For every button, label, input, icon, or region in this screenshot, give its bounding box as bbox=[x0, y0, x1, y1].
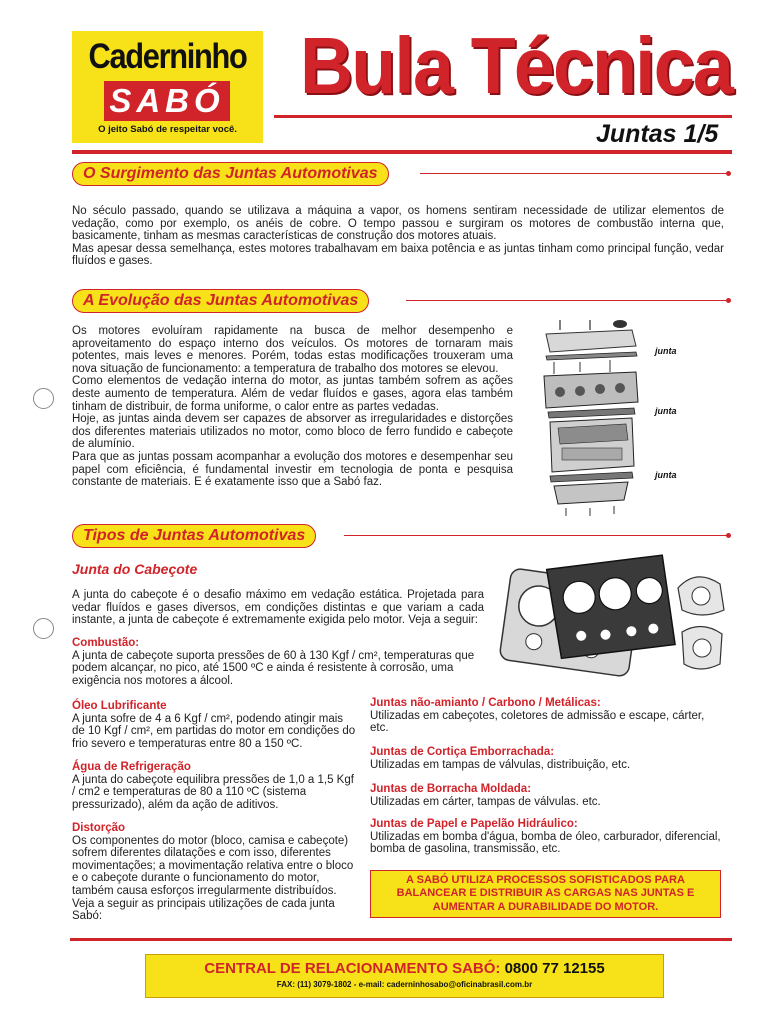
paragraph: Para que as juntas possam acompanhar a evolução dos motores e desempenhar seu papel com eficiência, é fundamental investir em tecnologia de ponta e pesquisa constante de materiais. E é exatamente isso que a Sabó faz. bbox=[72, 450, 513, 489]
section-evolucao-text bbox=[72, 325, 513, 489]
gasket-type-borracha bbox=[370, 783, 722, 808]
section-rule bbox=[344, 535, 727, 536]
callout-box bbox=[370, 870, 721, 918]
callout-text: A SABÓ UTILIZA PROCESSOS SOFISTICADOS PARA BALANCEAR E DISTRIBUIR AS CARGAS NAS JUNTAS E AUMENTAR A DURABILIDADE DO MOTOR. bbox=[396, 873, 695, 913]
section-rule-dot bbox=[726, 533, 731, 538]
footer-phone: 0800 77 12155 bbox=[504, 960, 605, 977]
gasket-type-heading: Juntas de Papel e Papelão Hidráulico: bbox=[370, 818, 578, 830]
gasket-label: junta bbox=[655, 346, 677, 356]
gasket-type-text: Utilizadas em bomba d'água, bomba de óleo, carburador, diferencial, bomba de gasolina, transmissão, etc. bbox=[370, 830, 721, 856]
footer-contact-box bbox=[145, 954, 664, 998]
gasket-type-text: Utilizadas em cabeçotes, coletores de admissão e escape, cárter, etc. bbox=[370, 709, 705, 735]
binder-hole bbox=[33, 388, 54, 409]
subsection-distorcao bbox=[72, 822, 358, 923]
gasket-type-heading: Juntas de Cortiça Emborrachada: bbox=[370, 746, 555, 758]
binder-hole bbox=[33, 618, 54, 639]
subsection-combustao bbox=[72, 637, 480, 687]
footer-label: CENTRAL DE RELACIONAMENTO SABÓ: bbox=[204, 960, 501, 977]
section-surgimento-text bbox=[72, 205, 724, 268]
subsection-agua bbox=[72, 761, 358, 811]
title-divider bbox=[274, 115, 732, 118]
page-title: Bula Técnica bbox=[300, 21, 732, 110]
footer-divider bbox=[70, 938, 732, 941]
paragraph: Mas apesar dessa semelhança, estes motores trabalhavam em baixa potência e as juntas tinham como principal função, vedar fluídos e gases. bbox=[72, 242, 724, 268]
section-rule bbox=[420, 173, 727, 174]
subsection-heading: Distorção bbox=[72, 822, 126, 834]
engine-exploded-illustration bbox=[540, 316, 655, 522]
footer-line bbox=[146, 960, 663, 977]
gasket-type-nao-amianto bbox=[370, 697, 722, 735]
subsection-oleo bbox=[72, 700, 358, 750]
gasket-type-cortica bbox=[370, 746, 722, 771]
gaskets-illustration bbox=[496, 548, 732, 696]
section-heading-tipos: Tipos de Juntas Automotivas bbox=[72, 524, 316, 548]
subsection-text: A junta sofre de 4 a 6 Kgf / cm², podendo atingir mais de 10 Kgf / cm², em partidas do motor em condições do frio severo e temperaturas entre 80 a 150 ºC. bbox=[72, 712, 356, 750]
subsection-text: A junta de cabeçote suporta pressões de 60 à 130 Kgf / cm², temperaturas que podem alcançar, no pico, até 1500 ºC e ainda é resistente à corrosão, uma exigência nos motores a álcool. bbox=[72, 649, 475, 687]
section-rule-dot bbox=[726, 171, 731, 176]
footer-contact: FAX: (11) 3079-1802 - e-mail: caderninhosabo@oficinabrasil.com.br bbox=[276, 980, 533, 989]
section-rule bbox=[406, 300, 727, 301]
logo-tagline: O jeito Sabó de respeitar você. bbox=[98, 124, 237, 135]
page-subtitle: Juntas 1/5 bbox=[596, 120, 719, 148]
intro-text bbox=[72, 589, 484, 627]
paragraph: No século passado, quando se utilizava a máquina a vapor, os homens sentiram necessidade de utilizar elementos de vedação, como por exemplo, os anéis de cobre. O tempo passou e surgiram os motores de combustão interna que, basicamente, tinham as mesmas características de construção dos motores atuais. bbox=[72, 205, 724, 243]
logo-line1: Caderninho bbox=[88, 37, 247, 76]
subsection-heading: Combustão: bbox=[72, 637, 140, 649]
subsection-text: Os componentes do motor (bloco, camisa e cabeçote) sofrem diferentes dilatações e com isso, diferentes movimentações; a movimentação relativa entre o bloco e o cabeçote durante o funcionamento do motor, também causa esforços irregularmente distribuídos. Veja a seguir as principais utilizações de cada junta Sabó: bbox=[72, 834, 354, 923]
gasket-type-text: Utilizadas em cárter, tampas de válvulas. etc. bbox=[370, 795, 601, 808]
subsection-title: Junta do Cabeçote bbox=[72, 561, 198, 577]
paragraph: Os motores evoluíram rapidamente na busca de melhor desempenho e aproveitamento do espaço interno dos veículos. Os motores de tornaram mais potentes, mais leves e menores. Porém, todas estas modificações trouxeram uma nova situação de funcionamento: a temperatura de trabalho dos motores se elevou. bbox=[72, 325, 513, 375]
subsection-heading: Água de Refrigeração bbox=[72, 761, 191, 773]
gasket-label: junta bbox=[655, 406, 677, 416]
section-rule-dot bbox=[726, 298, 731, 303]
gasket-type-papel bbox=[370, 818, 722, 856]
gasket-type-heading: Juntas não-amianto / Carbono / Metálicas: bbox=[370, 697, 601, 709]
section-heading-surgimento: O Surgimento das Juntas Automotivas bbox=[72, 162, 389, 186]
paragraph: A junta do cabeçote é o desafio máximo em vedação estática. Projetada para vedar fluídos e gases diversos, em condições distintas e que variam a cada instante, a junta de cabeçote é extremamente exigida pelo motor. Veja a seguir: bbox=[72, 589, 484, 627]
section-heading-evolucao: A Evolução das Juntas Automotivas bbox=[72, 289, 369, 313]
gasket-label: junta bbox=[655, 470, 677, 480]
paragraph: Hoje, as juntas ainda devem ser capazes de absorver as irregularidades e distorções dos diferentes materiais utilizados no motor, como bloco de ferro fundido e cabeçote de alumínio. bbox=[72, 413, 513, 451]
logo-line2: SABÓ bbox=[104, 81, 230, 121]
gasket-type-text: Utilizadas em tampas de válvulas, distribuição, etc. bbox=[370, 758, 631, 771]
header-divider bbox=[72, 150, 732, 154]
caderninho-sabo-logo bbox=[72, 31, 263, 143]
gasket-type-heading: Juntas de Borracha Moldada: bbox=[370, 783, 532, 795]
paragraph: Como elementos de vedação interna do motor, as juntas também sofrem as ações deste aumento de temperatura. Além de vedar fluídos e gases, agora elas também tinham de distribuir, de forma uniforme, o calor entre as partes vedadas. bbox=[72, 375, 513, 413]
subsection-heading: Óleo Lubrificante bbox=[72, 700, 167, 712]
subsection-text: A junta do cabeçote equilibra pressões de 1,0 a 1,5 Kgf / cm2 e temperaturas de 80 a 110 ºC (sistema pressurizado), além da ação de aditivos. bbox=[72, 773, 354, 811]
